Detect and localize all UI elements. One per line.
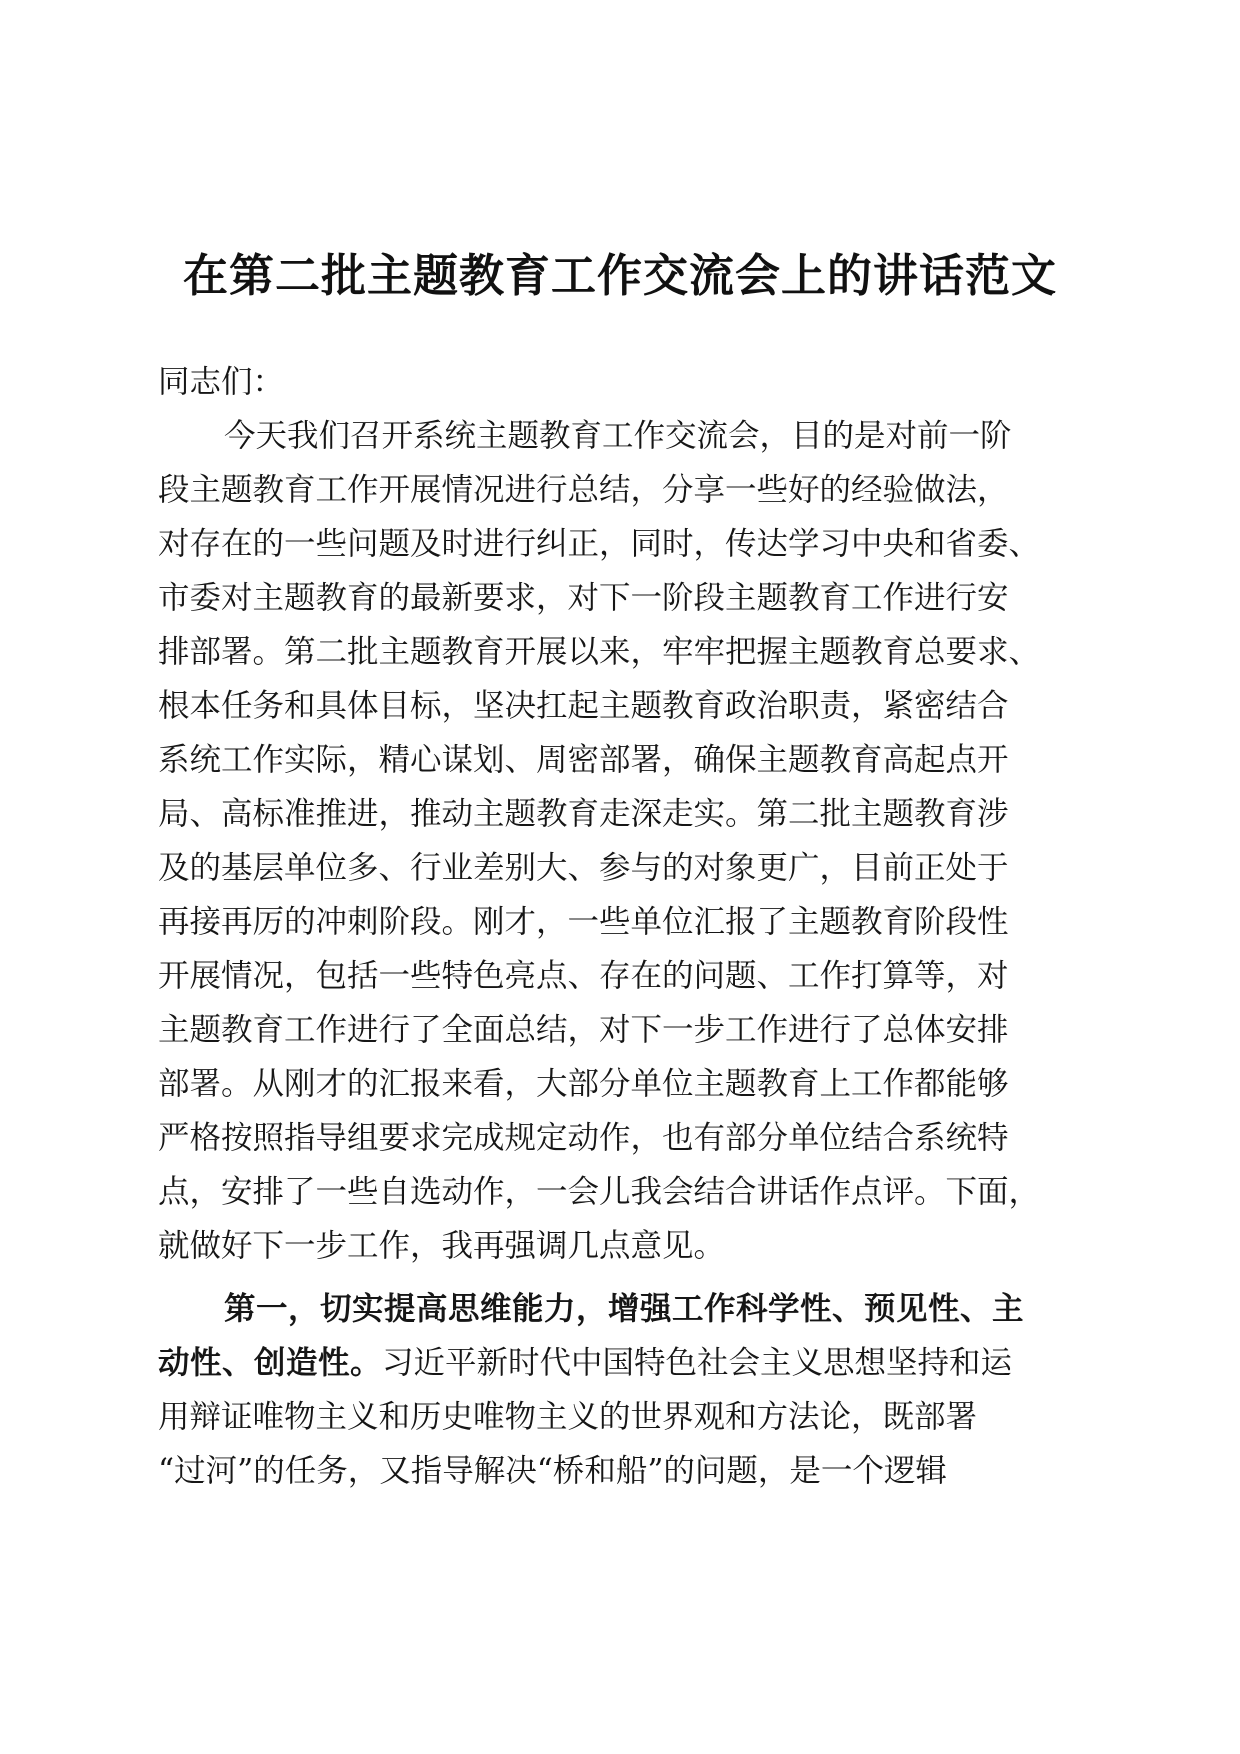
paragraph-line: 排部署。第二批主题教育开展以来，牢牢把握主题教育总要求、 xyxy=(158,634,1041,670)
paragraph-text: 习近平新时代中国特色社会主义思想坚持和运 xyxy=(382,1345,1013,1381)
section-heading: 第一，切实提高思维能力，增强工作科学性、预见性、主 xyxy=(224,1291,1025,1327)
paragraph-line: 点，安排了一些自选动作，一会儿我会结合讲话作点评。下面， xyxy=(158,1174,1041,1210)
paragraph-line: 对存在的一些问题及时进行纠正，同时，传达学习中央和省委、 xyxy=(158,526,1041,562)
paragraph-line xyxy=(158,1336,1078,1390)
paragraph-line: 段主题教育工作开展情况进行总结，分享一些好的经验做法， xyxy=(158,472,1009,508)
document-body xyxy=(158,355,1078,1498)
section-heading-continuation: 动性、创造性。 xyxy=(158,1345,383,1381)
paragraph-line: 开展情况，包括一些特色亮点、存在的问题、工作打算等，对 xyxy=(158,958,1009,994)
paragraph-line: 市委对主题教育的最新要求，对下一阶段主题教育工作进行安 xyxy=(158,580,1009,616)
paragraph-line: 及的基层单位多、行业差别大、参与的对象更广，目前正处于 xyxy=(158,850,1009,886)
paragraph-line: 就做好下一步工作，我再强调几点意见。 xyxy=(158,1228,726,1264)
paragraph-first-point xyxy=(158,1282,1078,1498)
paragraph-line: 局、高标准推进，推动主题教育走深走实。第二批主题教育涉 xyxy=(158,796,1009,832)
paragraph-line: 部署。从刚才的汇报来看，大部分单位主题教育上工作都能够 xyxy=(158,1066,1009,1102)
salutation: 同志们： xyxy=(158,364,285,400)
paragraph-introduction xyxy=(158,409,1078,1273)
paragraph-line: “过河”的任务，又指导解决“桥和船”的问题，是一个逻辑 xyxy=(158,1453,947,1489)
paragraph-line: 用辩证唯物主义和历史唯物主义的世界观和方法论，既部署 xyxy=(158,1399,978,1435)
paragraph-line: 今天我们召开系统主题教育工作交流会，目的是对前一阶 xyxy=(224,418,1012,454)
paragraph-line: 系统工作实际，精心谋划、周密部署，确保主题教育高起点开 xyxy=(158,742,1009,778)
section-heading-line xyxy=(158,1282,1078,1336)
paragraph-spacing xyxy=(158,1273,1078,1282)
paragraph-line: 再接再厉的冲刺阶段。刚才，一些单位汇报了主题教育阶段性 xyxy=(158,904,1009,940)
paragraph-line: 根本任务和具体目标，坚决扛起主题教育政治职责，紧密结合 xyxy=(158,688,1009,724)
document-title: 在第二批主题教育工作交流会上的讲话范文 xyxy=(182,249,1057,302)
paragraph-line: 严格按照指导组要求完成规定动作，也有部分单位结合系统特 xyxy=(158,1120,1009,1156)
paragraph-line: 主题教育工作进行了全面总结，对下一步工作进行了总体安排 xyxy=(158,1012,1009,1048)
